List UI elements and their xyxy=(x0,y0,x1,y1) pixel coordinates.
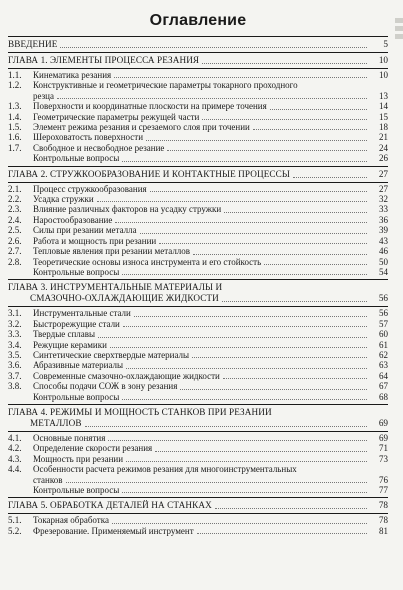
toc-intro[interactable] xyxy=(8,39,388,50)
divider xyxy=(8,306,388,307)
toc-page-number: 15 xyxy=(379,111,388,122)
toc-entry-text: Инструментальные стали xyxy=(33,308,131,319)
toc-entry-text: Свободное и несвободное резание xyxy=(33,142,165,153)
section-number: 1.7. xyxy=(8,142,22,153)
toc-entry-text: резца xyxy=(33,90,54,101)
toc-entry-text: Синтетические сверхтвердые материалы xyxy=(33,349,190,360)
section-number: 5.1. xyxy=(8,515,22,526)
section-number: 2.2. xyxy=(8,194,22,205)
page-edge-mark xyxy=(395,26,403,31)
toc-page-number: 69 xyxy=(379,432,388,443)
section-number: 1.1. xyxy=(8,70,22,80)
toc-chapter-3[interactable] xyxy=(8,282,388,293)
chapter-title: ГЛАВА 5. ОБРАБОТКА ДЕТАЛЕЙ НА СТАНКАХ xyxy=(8,500,212,511)
leader-dots xyxy=(159,243,367,244)
toc-entry-text: Абразивные материалы xyxy=(33,360,124,371)
leader-dots xyxy=(202,119,367,120)
toc-page-number: 78 xyxy=(379,515,388,526)
leader-dots xyxy=(112,523,367,524)
toc-entry-continuation[interactable] xyxy=(8,475,388,485)
toc-page-number: 81 xyxy=(379,525,388,536)
toc-entry-text: Конструктивные и геометрические параметры токарного проходного xyxy=(33,80,298,91)
leader-dots xyxy=(126,368,367,369)
leader-dots xyxy=(134,316,367,317)
divider xyxy=(8,52,388,53)
leader-dots xyxy=(270,109,367,110)
leader-dots xyxy=(222,301,367,302)
leader-dots xyxy=(122,274,367,275)
section-number: 2.6. xyxy=(8,235,22,246)
toc-entry[interactable] xyxy=(8,443,388,453)
toc-entry[interactable] xyxy=(8,454,388,464)
divider xyxy=(8,404,388,405)
toc-entry-text: Силы при резании металла xyxy=(33,225,137,236)
leader-dots xyxy=(110,347,367,348)
leader-dots xyxy=(57,98,367,99)
toc-entry-text: Контрольные вопросы xyxy=(33,391,120,402)
toc-entry[interactable] xyxy=(8,225,388,235)
toc-entry-text: Теоретические основы износа инструмента и его стойкость xyxy=(33,256,262,267)
leader-dots xyxy=(223,378,367,379)
toc-entry-review[interactable] xyxy=(8,392,388,402)
section-number: 1.5. xyxy=(8,122,22,133)
leader-dots xyxy=(60,47,367,48)
section-number: 2.8. xyxy=(8,256,22,267)
toc-entry-text: ВВЕДЕНИЕ xyxy=(8,39,58,49)
toc-entry[interactable] xyxy=(8,122,388,132)
chapter-title: ГЛАВА 4. РЕЖИМЫ И МОЩНОСТЬ СТАНКОВ ПРИ РЕЗАНИИ xyxy=(8,406,272,417)
section-number: 3.6. xyxy=(8,360,22,371)
leader-dots xyxy=(264,264,367,265)
chapter-title: МЕТАЛЛОВ xyxy=(30,417,82,428)
section-number: 5.2. xyxy=(8,525,22,536)
toc-page-number: 24 xyxy=(379,142,388,153)
toc-page-number: 62 xyxy=(379,349,388,360)
section-number: 3.3. xyxy=(8,329,22,340)
leader-dots xyxy=(180,389,367,390)
toc-page-number: 56 xyxy=(379,308,388,319)
divider xyxy=(8,279,388,280)
toc-entry[interactable] xyxy=(8,526,388,536)
toc-page-number: 46 xyxy=(379,246,388,257)
section-number: 4.1. xyxy=(8,432,22,443)
section-number: 3.4. xyxy=(8,339,22,350)
leader-dots xyxy=(98,337,367,338)
section-number: 2.7. xyxy=(8,246,22,257)
divider xyxy=(8,68,388,69)
toc-entry-text: Процесс стружкообразования xyxy=(33,183,147,194)
section-number: 4.4. xyxy=(8,464,22,475)
toc-entry-text: Наростообразование xyxy=(33,214,113,225)
toc-entry-text: Способы подачи СОЖ в зону резания xyxy=(33,381,178,392)
toc-entry[interactable] xyxy=(8,246,388,256)
section-number: 1.3. xyxy=(8,101,22,112)
toc-entry-continuation[interactable] xyxy=(8,91,388,101)
toc-entry[interactable] xyxy=(8,433,388,443)
section-number: 2.3. xyxy=(8,204,22,215)
divider xyxy=(8,166,388,167)
section-number: 4.2. xyxy=(8,443,22,454)
toc-entry[interactable] xyxy=(8,371,388,381)
toc-entry[interactable] xyxy=(8,194,388,204)
divider xyxy=(8,497,388,498)
toc-entry-text: Элемент режима резания и срезаемого слоя при точении xyxy=(33,122,250,133)
toc-page-number: 77 xyxy=(379,485,388,495)
leader-dots xyxy=(115,222,367,223)
divider xyxy=(8,36,388,37)
toc-entry[interactable] xyxy=(8,257,388,267)
leader-dots xyxy=(122,399,367,400)
leader-dots xyxy=(150,191,367,192)
toc-entry[interactable] xyxy=(8,184,388,194)
toc-entry[interactable] xyxy=(8,215,388,225)
leader-dots xyxy=(197,533,367,534)
toc-page-number: 10 xyxy=(378,55,388,65)
leader-dots xyxy=(122,492,367,493)
section-number: 2.1. xyxy=(8,183,22,194)
toc-page-number: 56 xyxy=(378,293,388,304)
chapter-title: ГЛАВА 3. ИНСТРУМЕНТАЛЬНЫЕ МАТЕРИАЛЫ И xyxy=(8,282,223,293)
toc-entry-text: Определение скорости резания xyxy=(33,443,153,454)
toc-entry[interactable] xyxy=(8,464,388,474)
leader-dots xyxy=(126,461,367,462)
toc-entry-text: Усадка стружки xyxy=(33,194,94,205)
toc-entry[interactable] xyxy=(8,319,388,329)
page-edge-mark xyxy=(395,18,403,23)
toc-entry[interactable] xyxy=(8,340,388,350)
toc-entry[interactable] xyxy=(8,350,388,360)
toc-page-number: 73 xyxy=(379,453,388,464)
toc-entry-text: станков xyxy=(33,474,63,485)
toc-entry[interactable] xyxy=(8,329,388,339)
toc-chapter-5[interactable] xyxy=(8,500,388,511)
toc-page-number: 26 xyxy=(379,153,388,164)
section-number: 4.3. xyxy=(8,453,22,464)
toc-page-number: 33 xyxy=(379,204,388,215)
toc-page-number: 27 xyxy=(378,168,388,179)
leader-dots xyxy=(85,426,367,427)
toc-entry-text: Геометрические параметры режущей части xyxy=(33,111,200,122)
toc-page-number: 50 xyxy=(379,256,388,267)
toc-entry-text: Основные понятия xyxy=(33,432,106,443)
toc-entry-text: Современные смазочно-охлаждающие жидкости xyxy=(33,370,220,381)
toc-entry-text: Токарная обработка xyxy=(33,515,109,526)
section-number: 3.8. xyxy=(8,381,22,392)
toc-page-number: 21 xyxy=(379,132,388,143)
leader-dots xyxy=(253,129,367,130)
leader-dots xyxy=(293,177,367,178)
toc-entry[interactable] xyxy=(8,360,388,370)
toc-page-number: 5 xyxy=(383,39,388,49)
toc-entry[interactable] xyxy=(8,143,388,153)
toc-page-number: 69 xyxy=(378,417,388,428)
leader-dots xyxy=(167,150,367,151)
toc-entry-text: Особенности расчета режимов резания для многоинструментальных xyxy=(33,464,297,475)
divider xyxy=(8,182,388,183)
toc-page-number: 14 xyxy=(379,101,388,112)
chapter-title: ГЛАВА 2. СТРУЖКООБРАЗОВАНИЕ И КОНТАКТНЫЕ ПРОЦЕССЫ xyxy=(8,168,290,179)
toc-entry-review[interactable] xyxy=(8,485,388,495)
toc-entry-review[interactable] xyxy=(8,267,388,277)
section-number: 1.2. xyxy=(8,80,22,91)
toc-chapter-4-continuation[interactable] xyxy=(8,418,388,429)
toc-entry-review[interactable] xyxy=(8,153,388,163)
toc-page-number: 68 xyxy=(379,391,388,402)
toc-page-number: 27 xyxy=(379,183,388,194)
section-number: 1.4. xyxy=(8,111,22,122)
toc-chapter-3-continuation[interactable] xyxy=(8,293,388,304)
toc-chapter-4[interactable] xyxy=(8,407,388,418)
toc-entry-text: Шероховатость поверхности xyxy=(33,132,144,143)
toc-page-number: 71 xyxy=(379,443,388,454)
toc-page-number: 76 xyxy=(379,474,388,485)
toc-page-number: 54 xyxy=(379,266,388,277)
toc-page-number: 13 xyxy=(379,90,388,101)
toc-page-number: 67 xyxy=(379,381,388,392)
toc-entry-text: Твердые сплавы xyxy=(33,329,96,340)
section-number: 2.4. xyxy=(8,214,22,225)
toc-entry-text: Кинематика резания xyxy=(33,70,112,80)
toc-page-number: 18 xyxy=(379,122,388,133)
toc-page-number: 63 xyxy=(379,360,388,371)
toc-page-number: 61 xyxy=(379,339,388,350)
toc-entry-text: Влияние различных факторов на усадку стружки xyxy=(33,204,222,215)
toc-entry-text: Быстрорежущие стали xyxy=(33,318,120,329)
toc-page-number: 64 xyxy=(379,370,388,381)
section-number: 2.5. xyxy=(8,225,22,236)
chapter-title: СМАЗОЧНО-ОХЛАЖДАЮЩИЕ ЖИДКОСТИ xyxy=(30,293,219,304)
divider xyxy=(8,513,388,514)
divider xyxy=(8,431,388,432)
toc-entry[interactable] xyxy=(8,70,388,80)
leader-dots xyxy=(114,77,367,78)
toc-entry-text: Поверхности и координатные плоскости на примере точения xyxy=(33,101,267,112)
toc-entry-text: Мощность при резании xyxy=(33,453,124,464)
leader-dots xyxy=(192,357,367,358)
toc-page-number: 32 xyxy=(379,194,388,205)
toc-entry[interactable] xyxy=(8,80,388,90)
toc-entry[interactable] xyxy=(8,515,388,525)
toc-page-number: 10 xyxy=(379,70,388,80)
toc-entry-text: Контрольные вопросы xyxy=(33,485,120,495)
toc-entry-text: Работа и мощность при резании xyxy=(33,235,157,246)
toc-entry[interactable] xyxy=(8,101,388,111)
leader-dots xyxy=(202,63,367,64)
toc-entry[interactable] xyxy=(8,132,388,142)
page-edge-mark xyxy=(395,34,403,39)
table-of-contents xyxy=(8,8,388,536)
toc-entry-text: Режущие керамики xyxy=(33,339,107,350)
toc-entry-text: Контрольные вопросы xyxy=(33,153,120,164)
toc-entry[interactable] xyxy=(8,381,388,391)
toc-page-number: 60 xyxy=(379,329,388,340)
toc-entry[interactable] xyxy=(8,308,388,318)
leader-dots xyxy=(97,201,367,202)
section-number: 3.2. xyxy=(8,318,22,329)
toc-entry[interactable] xyxy=(8,112,388,122)
leader-dots xyxy=(215,508,367,509)
leader-dots xyxy=(140,233,367,234)
leader-dots xyxy=(66,482,367,483)
toc-entry-text: Фрезерование. Применяемый инструмент xyxy=(33,525,194,536)
page-title: Оглавление xyxy=(149,12,247,29)
section-number: 1.6. xyxy=(8,132,22,143)
toc-chapter-2[interactable] xyxy=(8,169,388,180)
section-number: 3.1. xyxy=(8,308,22,319)
leader-dots xyxy=(224,212,367,213)
chapter-title: ГЛАВА 1. ЭЛЕМЕНТЫ ПРОЦЕССА РЕЗАНИЯ xyxy=(8,55,200,65)
leader-dots xyxy=(108,440,367,441)
toc-page-number: 78 xyxy=(378,500,388,511)
leader-dots xyxy=(155,451,367,452)
toc-chapter-1[interactable] xyxy=(8,55,388,66)
leader-dots xyxy=(122,161,367,162)
toc-entry-text: Тепловые явления при резании металлов xyxy=(33,246,191,257)
section-number: 3.7. xyxy=(8,370,22,381)
leader-dots xyxy=(123,326,367,327)
toc-entry[interactable] xyxy=(8,236,388,246)
toc-page-number: 43 xyxy=(379,235,388,246)
leader-dots xyxy=(193,254,367,255)
toc-page-number: 57 xyxy=(379,318,388,329)
toc-entry-text: Контрольные вопросы xyxy=(33,266,120,277)
section-number: 3.5. xyxy=(8,349,22,360)
toc-page-number: 39 xyxy=(379,225,388,236)
toc-entry[interactable] xyxy=(8,204,388,214)
leader-dots xyxy=(146,140,367,141)
toc-page-number: 36 xyxy=(379,214,388,225)
